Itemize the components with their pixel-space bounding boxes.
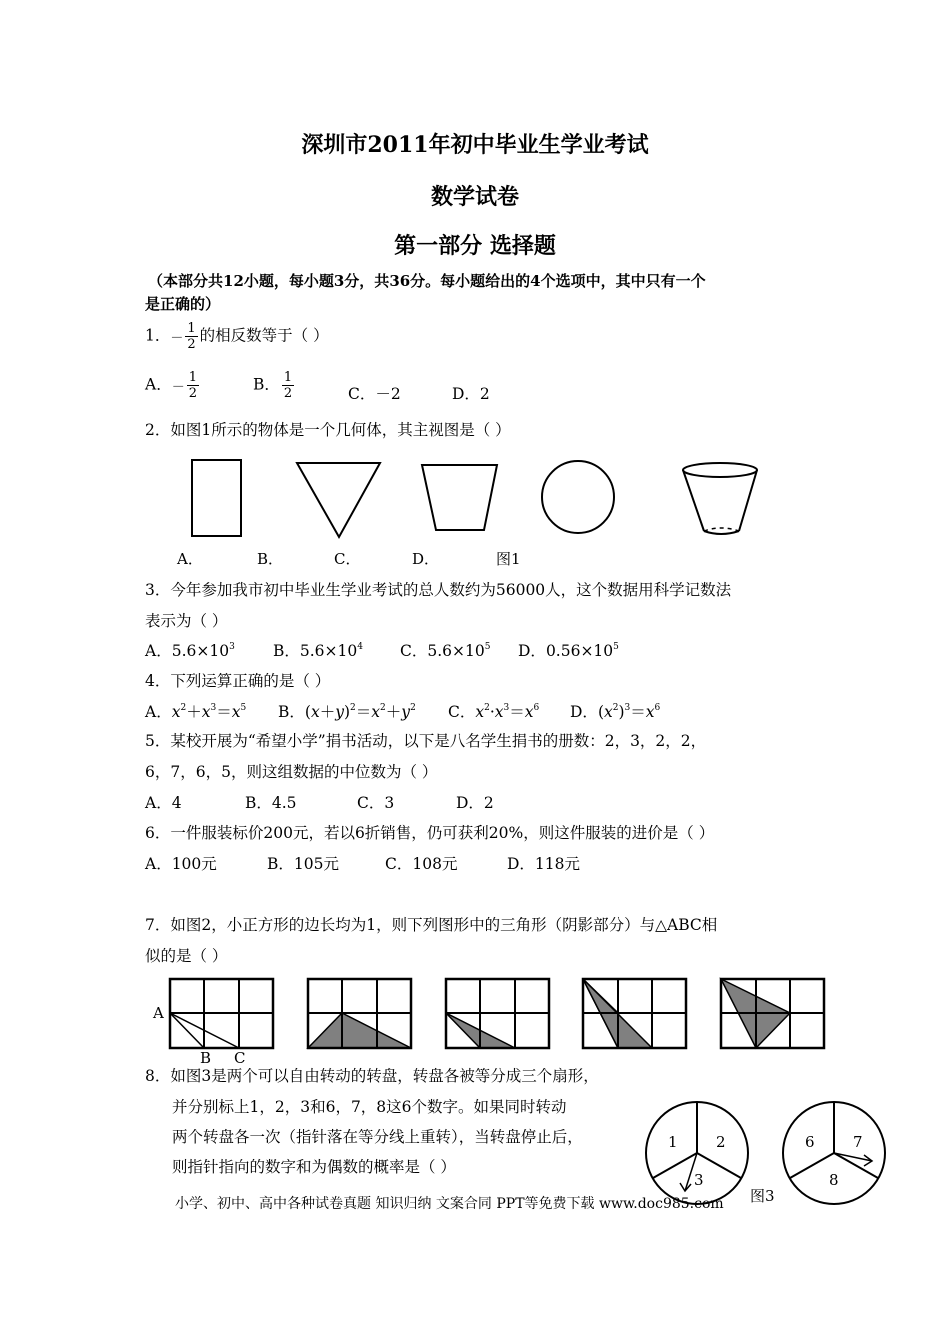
question-number: 1．: [145, 326, 171, 345]
question-5-option-a: A．4: [145, 794, 182, 812]
question-8-line-3: 两个转盘各一次（指针落在等分线上重转），当转盘停止后，: [172, 1128, 583, 1146]
question-8-line-1: 8．如图3是两个可以自由转动的转盘，转盘各被等分成三个扇形，: [145, 1067, 599, 1085]
question-3-line-1: 3．今年参加我市初中毕业生学业考试的总人数约为56000人，这个数据用科学记数法: [145, 581, 732, 599]
question-4-option-a: A．$x^2+x^3=x^5$: [145, 703, 247, 721]
question-1-option-b: B． $\frac{1}{2}$: [253, 370, 293, 401]
footer-text: 小学、初中、高中各种试卷真题 知识归纳 文案合同 PPT等免费下载 www.doc985.com: [175, 1196, 724, 1212]
q2-label-d: D．: [412, 550, 440, 568]
question-3-option-a: A．$5.6\times 10^3$: [145, 642, 235, 660]
spinner-2-number-8: 8: [829, 1171, 839, 1189]
spinner-1-number-3: 3: [694, 1171, 704, 1189]
question-8-line-2: 并分别标上1，2，3和6，7，8这6个数字。如果同时转动: [172, 1098, 567, 1116]
question-1-option-d: D．2: [452, 385, 490, 403]
part-title: 第一部分 选择题: [394, 233, 556, 259]
question-7-line-2: 似的是（ ）: [145, 947, 228, 965]
question-1-option-c: C．－2: [348, 385, 401, 403]
question-2-stem: 2．如图1所示的物体是一个几何体，其主视图是（ ）: [145, 421, 511, 439]
question-8-line-4: 则指针指向的数字和为偶数的概率是（ ）: [172, 1158, 456, 1176]
exam-title: 深圳市2011年初中毕业生学业考试: [301, 132, 649, 158]
spinner-2-number-7: 7: [853, 1133, 863, 1151]
point-c-label: C: [234, 1049, 246, 1067]
question-6-option-b: B．105元: [267, 855, 339, 873]
question-4-stem: 4．下列运算正确的是（ ）: [145, 672, 331, 690]
question-3-line-2: 表示为（ ）: [145, 612, 228, 630]
instructions-line-2: 是正确的）: [145, 295, 221, 313]
question-3-option-b: B．$5.6\times 10^4$: [273, 642, 363, 660]
question-1-option-a: A．－ $\frac{1}{2}$: [145, 370, 197, 401]
question-5-option-c: C．3: [357, 794, 395, 812]
question-5-line-1: 5．某校开展为“希望小学”捐书活动，以下是八名学生捐书的册数：2，3，2，2，: [145, 732, 707, 750]
instructions-line-1: （本部分共12小题，每小题3分，共36分。每小题给出的4个选项中，其中只有一个: [148, 272, 706, 290]
question-6-option-a: A．100元: [145, 855, 217, 873]
figure-3-caption: 图3: [750, 1187, 775, 1205]
question-5-line-2: 6，7，6，5，则这组数据的中位数为（ ）: [145, 763, 438, 781]
question-4-option-c: C．$x^2\cdot x^3=x^6$: [448, 703, 540, 721]
minus-sign: －: [170, 331, 184, 346]
exam-subtitle: 数学试卷: [430, 184, 519, 210]
q2-label-b: B．: [257, 550, 284, 568]
question-6-option-c: C．108元: [385, 855, 458, 873]
fraction: $\frac{1}{2}$: [187, 321, 196, 352]
spinner-2-number-6: 6: [805, 1133, 815, 1151]
question-3-option-c: C．$5.6\times 10^5$: [400, 642, 491, 660]
question-6-option-d: D．118元: [507, 855, 581, 873]
spinner-1-number-2: 2: [716, 1133, 726, 1151]
spinner-1-number-1: 1: [668, 1133, 678, 1151]
question-6-stem: 6．一件服装标价200元，若以6折销售，仍可获利20%，则这件服装的进价是（ ）: [145, 824, 715, 842]
figure-1-caption: 图1: [496, 550, 521, 568]
q2-label-c: C．: [334, 550, 361, 568]
q2-label-a: A．: [177, 550, 203, 568]
point-b-label: B: [200, 1049, 212, 1067]
question-7-line-1: 7．如图2，小正方形的边长均为1，则下列图形中的三角形（阴影部分）与△ABC相: [145, 916, 718, 934]
question-4-option-b: B．$(x+y)^2=x^2+y^2$: [278, 703, 416, 721]
question-4-option-d: D．$(x^2)^3=x^6$: [570, 703, 661, 721]
question-1-stem: 1．－ $\frac{1}{2}$ 的相反数等于（ ）: [145, 321, 329, 352]
question-3-option-d: D．$0.56\times 10^5$: [518, 642, 619, 660]
question-5-option-d: D．2: [456, 794, 494, 812]
question-5-option-b: B．4.5: [245, 794, 297, 812]
point-a-label: A: [153, 1004, 164, 1022]
